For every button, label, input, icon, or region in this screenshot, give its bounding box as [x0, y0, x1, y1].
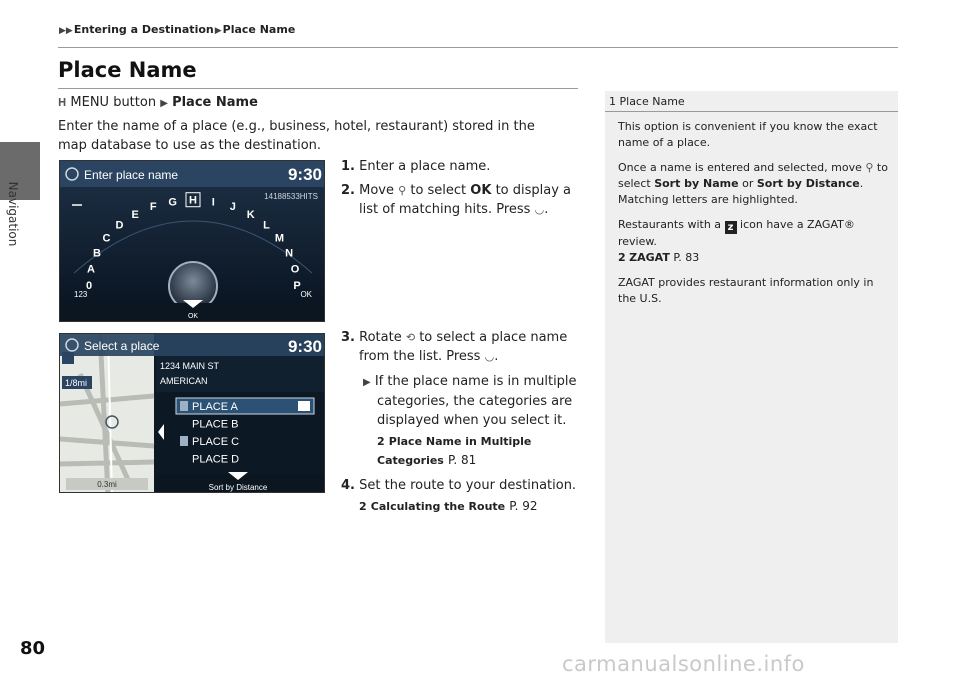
- key-123[interactable]: 123: [74, 290, 88, 299]
- note-text: Restaurants with a: [618, 218, 722, 231]
- step-number: 1.: [341, 159, 355, 174]
- enter-place-name-screen: [59, 160, 325, 322]
- letter-key[interactable]: F: [149, 201, 157, 214]
- screen1-title: Enter place name: [84, 168, 179, 182]
- breadcrumb-arrow-icon: ▶▶: [59, 26, 73, 36]
- letter-key[interactable]: J: [229, 201, 236, 214]
- menu-button-icon: 𝐇: [58, 96, 67, 109]
- place-list-item[interactable]: PLACE B: [192, 418, 239, 431]
- menu-path-item: Place Name: [172, 95, 258, 110]
- cross-ref-page: P. 83: [673, 251, 700, 264]
- breadcrumb: [58, 23, 295, 36]
- note-heading: [605, 91, 898, 112]
- note-text: to select: [618, 161, 888, 190]
- path-arrow-icon: ▶: [160, 98, 168, 109]
- cross-ref-calculating-route[interactable]: Calculating the Route: [370, 500, 506, 513]
- step-2-text: to display a list of matching hits. Press: [359, 183, 572, 217]
- note-body: [618, 119, 890, 316]
- cross-ref-zagat[interactable]: ZAGAT: [629, 251, 670, 264]
- address-line: 1234 MAIN ST: [160, 361, 220, 371]
- step-number: 3.: [341, 330, 355, 345]
- note-paragraph: [618, 217, 890, 266]
- letter-key[interactable]: D: [115, 219, 124, 232]
- intro-text: Enter the name of a place (e.g., business, hotel, restaurant) stored in the map database to use as the destination.: [58, 119, 535, 153]
- section-label: Navigation: [6, 181, 20, 247]
- press-icon: ◡: [484, 350, 495, 363]
- letter-key[interactable]: A: [87, 263, 95, 276]
- sort-by-distance-button[interactable]: Sort by Distance: [208, 483, 268, 492]
- keyboard-screen-graphic: [60, 161, 325, 322]
- letter-key[interactable]: 0: [85, 280, 93, 292]
- step-3-4: 3. Rotate ⟲ to select a place name from the list. Press ◡. ▶ If the place name is in multiple categories, the categories are displayed when you select it. 2 Place Name in Multiple Categories P. 81 4. Set the route to your destination. 2 Calculating the Route P. 92: [341, 330, 577, 513]
- ok-label: OK: [470, 183, 492, 198]
- place-list-item[interactable]: PLACE D: [192, 453, 240, 466]
- note-paragraph: [618, 160, 890, 208]
- letter-key[interactable]: C: [102, 232, 111, 245]
- select-place-screen: [59, 333, 325, 493]
- sort-by-distance-label: Sort by Distance: [756, 177, 860, 190]
- letter-key[interactable]: N: [285, 247, 294, 260]
- letter-key[interactable]: H: [189, 194, 197, 207]
- note-arrow-icon: ▶: [363, 377, 371, 388]
- restaurant-icon: [180, 436, 188, 446]
- breadcrumb-arrow-icon: ▶: [214, 26, 222, 36]
- cross-ref-page: P. 81: [448, 453, 477, 467]
- step-3-rotate: Rotate: [359, 330, 402, 345]
- hit-count: 14188533HITS: [264, 192, 318, 201]
- step-2-select: to select: [410, 183, 467, 198]
- screen2-title: Select a place: [84, 339, 160, 353]
- page-title: Place Name: [58, 58, 197, 82]
- menu-path-button: MENU button: [70, 95, 157, 110]
- letter-key[interactable]: E: [131, 209, 139, 222]
- note-text: or: [742, 177, 754, 190]
- title-rule: [58, 88, 578, 89]
- letter-key[interactable]: B: [92, 247, 101, 260]
- letter-key[interactable]: O: [290, 263, 300, 276]
- breadcrumb-part-2: Place Name: [222, 23, 296, 36]
- menu-path: [58, 95, 258, 110]
- note-marker-icon: 1: [609, 95, 616, 108]
- watermark: carmanualsonline.info: [562, 652, 805, 676]
- step-number: 4.: [341, 478, 355, 493]
- step-4-text: Set the route to your destination.: [359, 478, 577, 493]
- joystick-icon: ⚲: [398, 184, 407, 197]
- press-icon: ◡: [534, 203, 545, 216]
- letter-key[interactable]: P: [293, 280, 301, 292]
- note-paragraph: This option is convenient if you know the exact name of a place.: [618, 120, 878, 149]
- sort-by-name-label: Sort by Name: [654, 177, 739, 190]
- step-1-2: 1. Enter a place name. 2. Move ⚲ to select OK to display a list of matching hits. Press ◡.: [341, 159, 572, 217]
- step-3-note: If the place name is in multiple categories, the categories are displayed when you select it.: [374, 374, 577, 428]
- breadcrumb-part-1: Entering a Destination: [73, 23, 214, 36]
- zagat-icon: [298, 401, 310, 411]
- header-rule: [58, 47, 898, 48]
- page-number: 80: [20, 638, 46, 659]
- note-text: . Matching letters are highlighted.: [618, 177, 864, 206]
- place-list-screen-graphic: [60, 334, 325, 493]
- distance-readout: 0.3mi: [97, 480, 117, 489]
- note-paragraph: ZAGAT provides restaurant information only in the U.S.: [618, 276, 874, 305]
- step-2-move: Move: [359, 183, 394, 198]
- note-text: icon have a ZAGAT® review.: [618, 218, 855, 248]
- letter-key[interactable]: M: [274, 232, 285, 245]
- map-scale: 1/8mi: [65, 378, 88, 388]
- cross-ref-multiple-categories[interactable]: Place Name in Multiple Categories: [377, 435, 532, 467]
- ok-button-label[interactable]: OK: [187, 313, 199, 320]
- rotate-icon: ⟲: [405, 331, 416, 344]
- letter-key[interactable]: L: [263, 219, 270, 232]
- cross-ref-page: P. 92: [509, 499, 538, 513]
- step-3-text: to select a place name from the list. Press: [359, 330, 568, 364]
- joystick-icon: ⚲: [865, 161, 874, 174]
- place-list-item[interactable]: PLACE C: [192, 436, 240, 448]
- category-line: AMERICAN: [160, 376, 208, 386]
- key-ok[interactable]: OK: [300, 290, 312, 299]
- letter-key[interactable]: K: [246, 209, 255, 222]
- screen2-time: 9:30: [287, 337, 322, 356]
- step-1-text: Enter a place name.: [359, 159, 491, 174]
- side-note: [605, 91, 898, 643]
- cross-ref-icon: 2: [618, 251, 626, 264]
- note-text: Once a name is entered and selected, move: [618, 161, 862, 174]
- note-heading-text: Place Name: [619, 95, 685, 108]
- zagat-icon: z: [725, 221, 737, 234]
- cross-ref-icon: 2: [377, 435, 385, 448]
- letter-key[interactable]: I: [211, 196, 215, 209]
- place-list-item[interactable]: PLACE A: [192, 401, 238, 413]
- restaurant-icon: [180, 401, 188, 411]
- step-number: 2.: [341, 183, 355, 198]
- screen1-time: 9:30: [287, 165, 322, 184]
- cross-ref-icon: 2: [359, 500, 367, 513]
- letter-key[interactable]: G: [168, 196, 177, 209]
